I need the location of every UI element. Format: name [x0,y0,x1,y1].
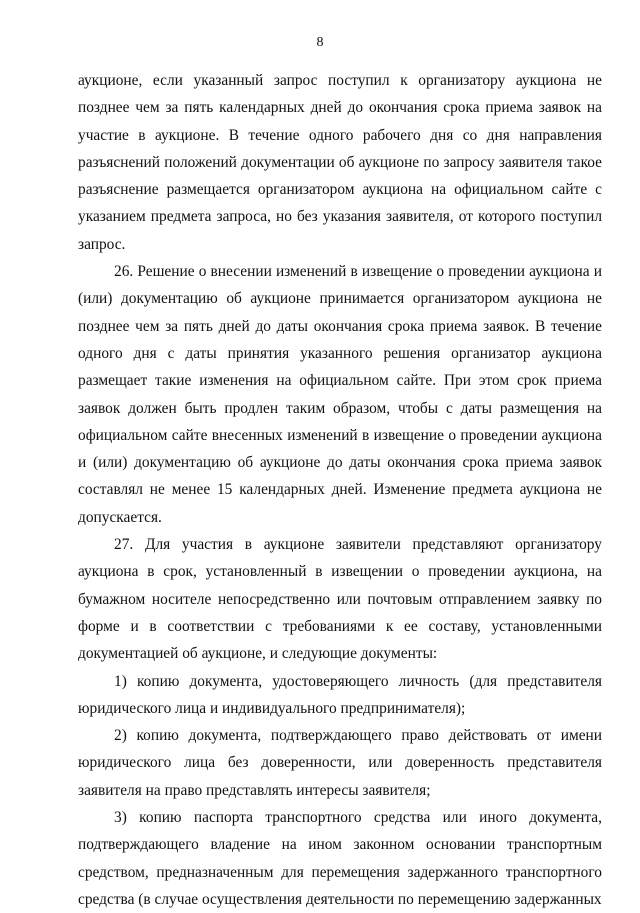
paragraph-27: 27. Для участия в аукционе заявители представляют организатору аукциона в срок, установленный в извещении о проведении аукциона, на бумажном носителе непосредственно или почтовым отправлением заявку по форме и в соответствии с требованиями к ее составу, установленными документацией об аукционе, и следующие документы: [78,536,602,663]
list-item-3: 3) копию паспорта транспортного средства или иного документа, подтверждающего владение на ином законном основании транспортным средством, предназначенным для перемещения задержанного транспортного средства (в случае осуществления деятельности по перемещению задержанных [78,809,602,908]
document-body [78,67,602,913]
list-item-1: 1) копию документа, удостоверяющего личность (для представителя юридического лица и индивидуального предпринимателя); [78,672,602,717]
paragraph-26: 26. Решение о внесении изменений в извещение о проведении аукциона и (или) документацию об аукционе принимается организатором аукциона не позднее чем за пять дней до даты окончания срока приема заявок. В течение одного дня с даты принятия указанного решения организатор аукциона размещает такие изменения на официальном сайте. При этом срок приема заявок должен быть продлен таким образом, чтобы с даты размещения на официальном сайте внесенных изменений в извещение о проведении аукциона и (или) документацию об аукционе до даты окончания срока приема заявок составлял не менее 15 календарных дней. Изменение предмета аукциона не допускается. [78,263,602,526]
page-number: 8 [316,35,324,50]
list-item-2: 2) копию документа, подтверждающего право действовать от имени юридического лица без доверенности, или доверенность представителя заявителя на право представлять интересы заявителя; [78,727,602,799]
paragraph-continuation: аукционе, если указанный запрос поступил к организатору аукциона не позднее чем за пять календарных дней до окончания срока приема заявок на участие в аукционе. В течение одного рабочего дня со дня направления разъяснений положений документации об аукционе по запросу заявителя такое разъяснение размещается организатором аукциона на официальном сайте с указанием предмета запроса, но без указания заявителя, от которого поступил запрос. [78,72,602,253]
